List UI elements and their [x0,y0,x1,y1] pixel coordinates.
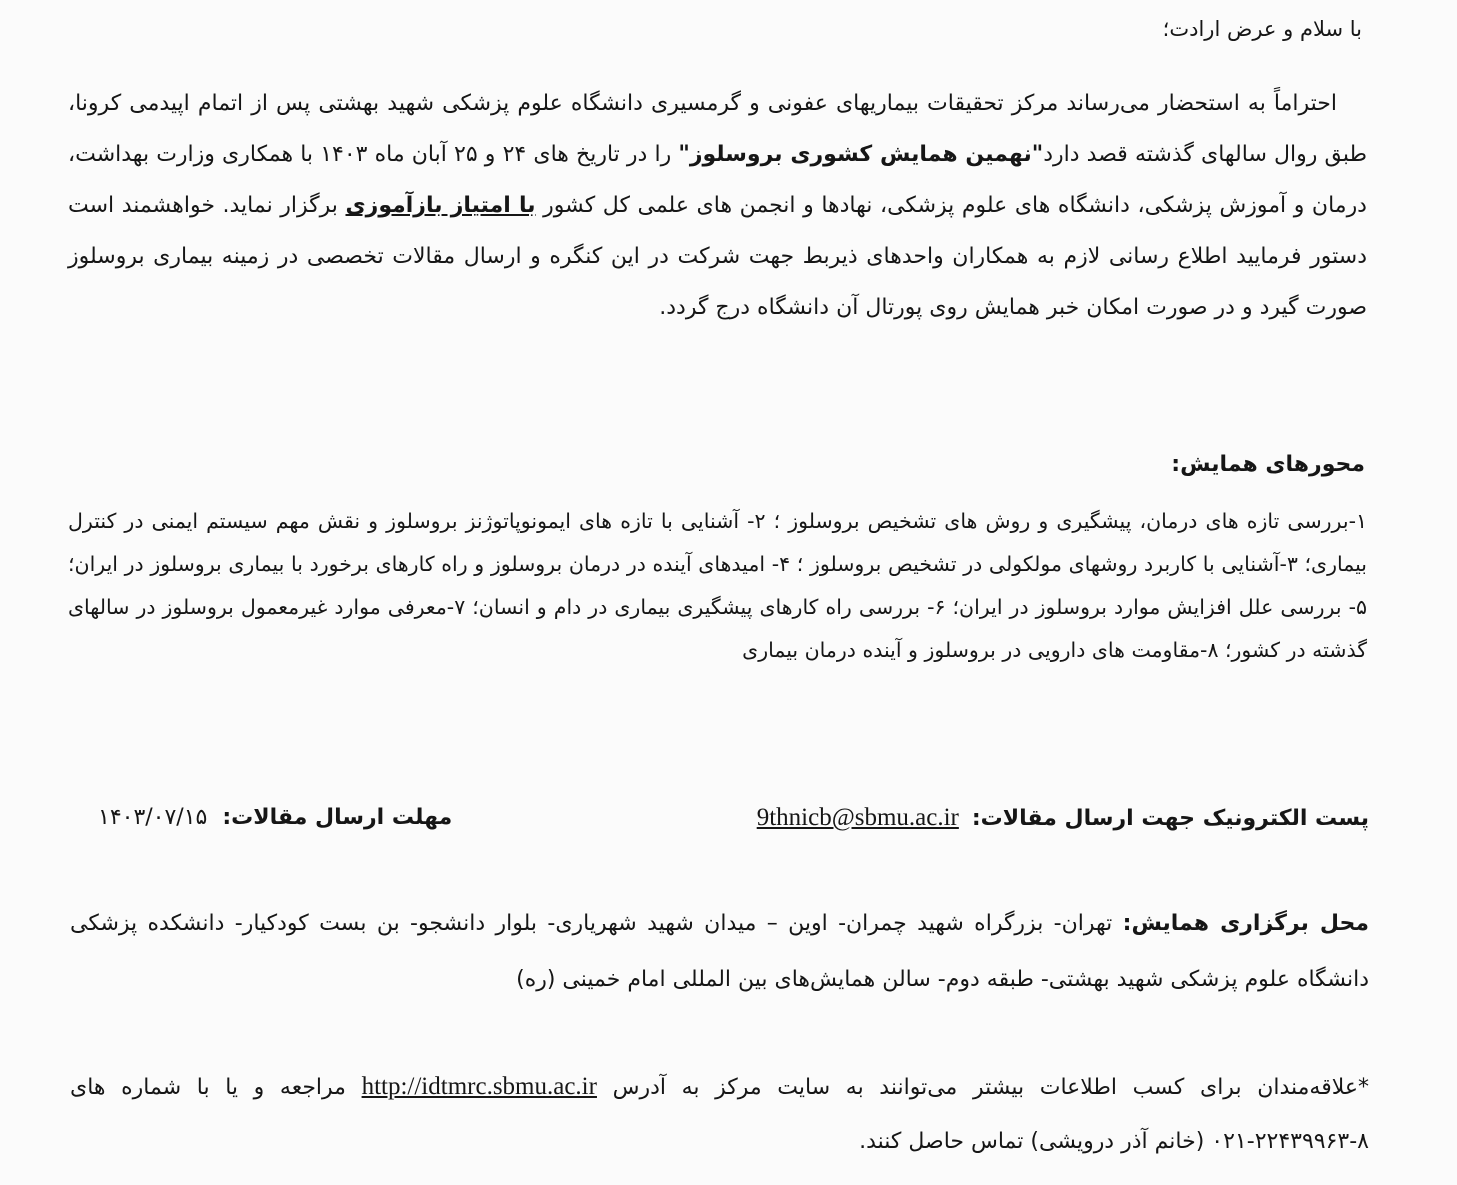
venue-label: محل برگزاری همایش: [1122,911,1369,936]
salutation: با سلام و عرض ارادت؛ [1162,17,1362,41]
venue-text: تهران- بزرگراه شهید چمران- اوین – میدان شهید شهریاری- بلوار دانشجو- بن بست کودکیار- دانشکده پزشکی دانشگاه علوم پزشکی شهید بهشتی- طبقه دوم- سالن همایش‌های بین المللی امام خمینی (ره) [70,911,1369,992]
intro-text-part1: احتراماً به استحضار می‌رساند مرکز تحقیقات بیماریهای عفونی و گرمسیری دانشگاه علوم پزشکی شهید بهشتی پس از اتمام اپیدمی کرونا، طبق روال سالهای گذشته قصد دارد [68,91,1368,167]
intro-text-part2: را در تاریخ های ۲۴ و ۲۵ آبان ماه ۱۴۰۳ با همکاری وزارت بهداشت، درمان و آموزش پزشکی، دانشگاه های علوم پزشکی، نهادها و انجمن های علمی کل کشور [68,142,1367,218]
footnote-paragraph [70,1060,1369,1169]
intro-paragraph [68,78,1367,333]
cme-phrase: با امتیاز بازآموزی [345,193,536,218]
email-link[interactable]: 9thnicb@sbmu.ac.ir [756,804,959,831]
intro-text-part3: برگزار نماید. خواهشمند است دستور فرمایید اطلاع رسانی لازم به همکاران واحدهای ذیربط جهت شرکت در این کنگره و ارسال مقالات تخصصی در زمینه بیماری بروسلوز صورت گیرد و در صورت امکان خبر همایش روی پورتال آن دانشگاه درج گردد. [68,193,1367,320]
deadline-label: مهلت ارسال مقالات: [222,805,453,830]
email-row [757,796,1369,841]
website-link[interactable]: http://idtmrc.sbmu.ac.ir [361,1073,597,1100]
footnote-part1: *علاقه‌مندان برای کسب اطلاعات بیشتر می‌توانند به سایت مرکز به آدرس [596,1075,1369,1100]
venue-paragraph [70,896,1369,1008]
deadline-row [98,796,452,840]
email-label: پست الکترونیک جهت ارسال مقالات: [971,806,1369,831]
footnote-part2: مراجعه و یا با شماره های ۸-۲۲۴۳۹۹۶۳-۰۲۱ (خانم آذر درویشی) تماس حاصل کنند. [70,1075,1369,1154]
conference-name: "نهمین همایش کشوری بروسلوز" [678,142,1044,167]
axes-heading: محورهای همایش: [1171,452,1365,477]
axes-list: ۱-بررسی تازه های درمان، پیشگیری و روش های تشخیص بروسلوز ؛ ۲- آشنایی با تازه های ایمونوپاتوژنز بروسلوز و نقش مهم سیستم ایمنی در کنترل بیماری؛ ۳-آشنایی با کاربرد روشهای مولکولی در تشخیص بروسلوز ؛ ۴- امیدهای آینده در درمان بروسلوز و راه کارهای برخورد با بیماری بروسلوز در ایران؛ ۵- بررسی علل افزایش موارد بروسلوز در ایران؛ ۶- بررسی راه کارهای پیشگیری بیماری در دام و انسان؛ ۷-معرفی موارد غیرمعمول بروسلوز در سالهای گذشته در کشور؛ ۸-مقاومت های دارویی در بروسلوز و آینده درمان بیماری [68,509,1367,662]
deadline-value: ۱۴۰۳/۰۷/۱۵ [98,805,208,830]
